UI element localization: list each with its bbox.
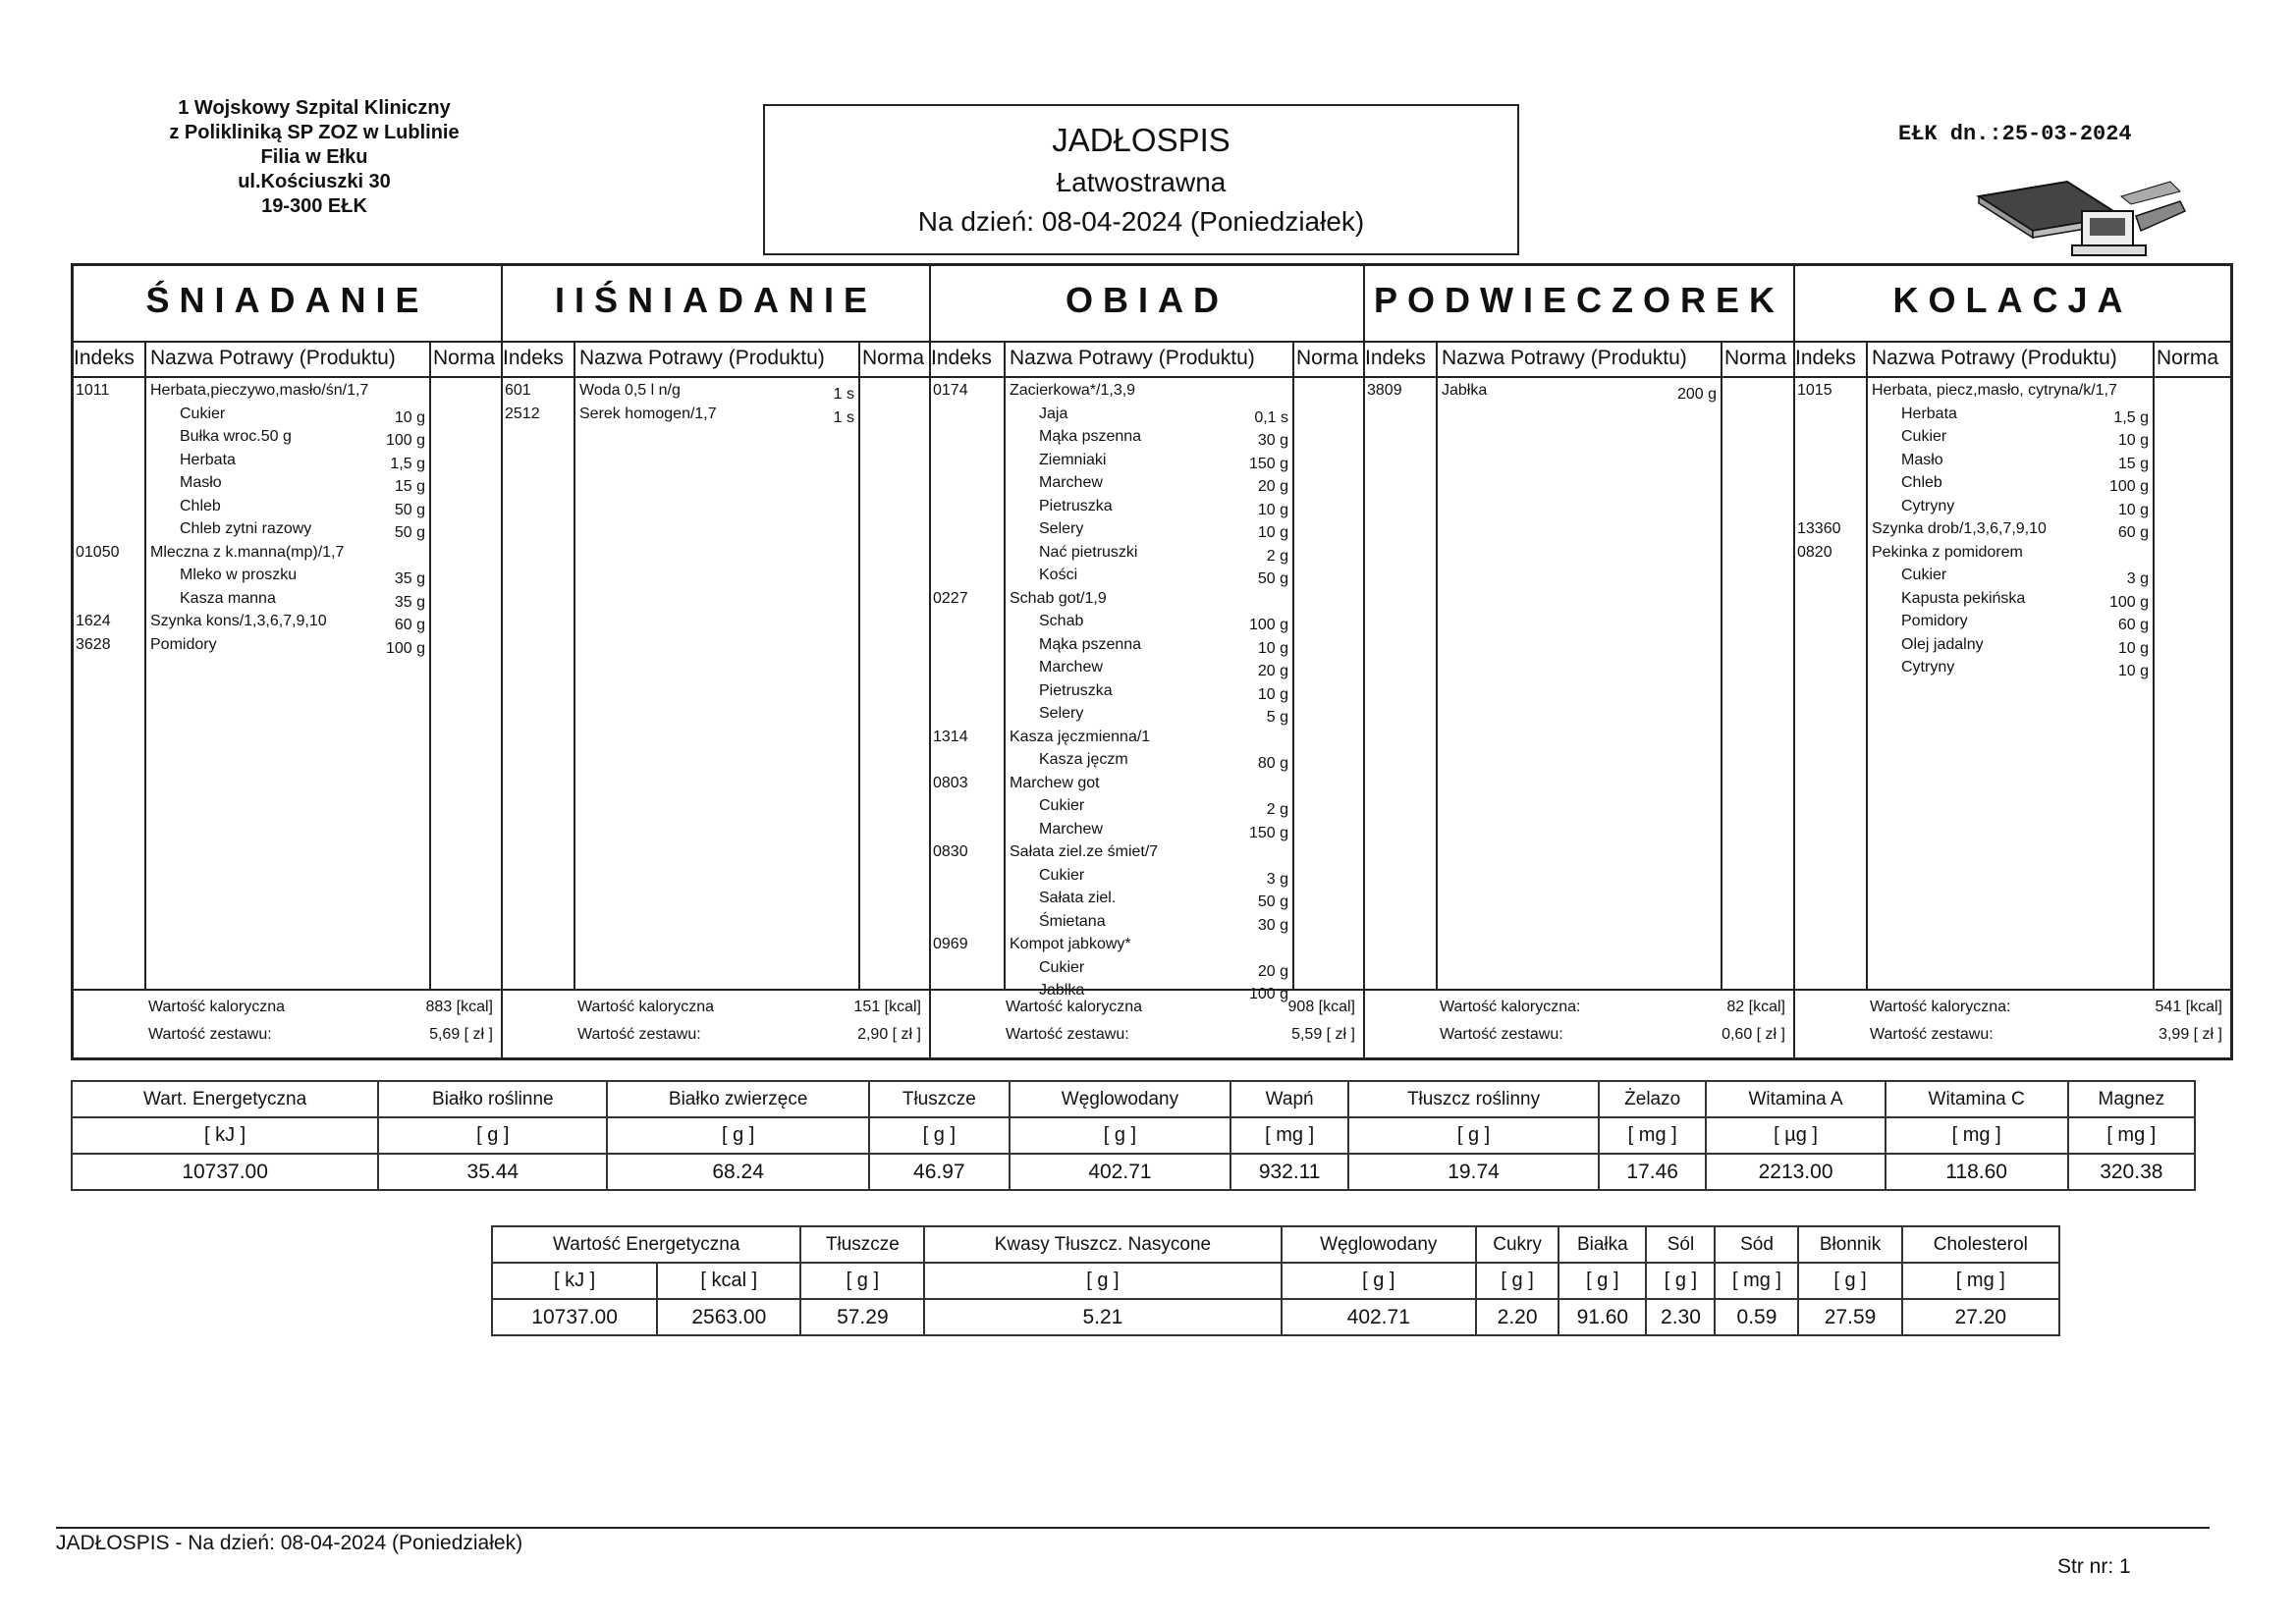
nutrition1-header-cell: Magnez bbox=[2068, 1081, 2195, 1117]
item-index: 1011 bbox=[76, 382, 110, 399]
dish-name: Kasza jęczmienna/1 bbox=[1010, 728, 1151, 745]
nutrition1-header-cell: Węglowodany bbox=[1010, 1081, 1230, 1117]
column-headers bbox=[74, 341, 501, 378]
nutrition2-unit-cell: [ kJ ] bbox=[492, 1263, 657, 1299]
item-index: 0969 bbox=[933, 936, 968, 952]
item-norm: 10 g bbox=[1257, 685, 1288, 703]
dish-name: Schab got/1,9 bbox=[1010, 589, 1107, 607]
column-divider bbox=[574, 341, 575, 991]
item-norm: 100 g bbox=[1248, 617, 1288, 633]
nutrition2-value-cell: 57.29 bbox=[800, 1299, 924, 1335]
item-norm: 50 g bbox=[394, 524, 425, 541]
dish-name: Pomidory bbox=[150, 635, 217, 653]
cost-value: 2,90 [ zł ] bbox=[857, 1026, 921, 1043]
item-norm: 50 g bbox=[394, 501, 425, 518]
dish-name: Zacierkowa*/1,3,9 bbox=[1010, 382, 1136, 399]
nutrition1-value-cell: 320.38 bbox=[2068, 1154, 2195, 1190]
hospital-line: 1 Wojskowy Szpital Kliniczny bbox=[178, 97, 451, 119]
nutrition2-unit-cell: [ mg ] bbox=[1715, 1263, 1798, 1299]
dish-name: Mleczna z k.manna(mp)/1,7 bbox=[150, 543, 345, 561]
ingredient-name: Cukier bbox=[1901, 428, 1947, 445]
cost-label: Wartość zestawu: bbox=[1440, 1026, 1563, 1043]
ingredient-name: Jabłka bbox=[1039, 982, 1085, 999]
item-norm: 20 g bbox=[1257, 663, 1288, 679]
item-norm: 60 g bbox=[394, 617, 425, 633]
item-norm: 10 g bbox=[2117, 663, 2149, 679]
calorie-value: 541 [kcal] bbox=[2155, 999, 2222, 1015]
header-norm: Norma bbox=[862, 347, 925, 369]
calorie-label: Wartość kaloryczna: bbox=[1870, 999, 2011, 1015]
ingredient-name: Olej jadalny bbox=[1901, 635, 1984, 653]
item-norm: 5 g bbox=[1266, 709, 1288, 726]
meal-summary bbox=[1365, 989, 1793, 1057]
hospital-line: ul.Kościuszki 30 bbox=[238, 171, 391, 192]
ingredient-name: Cukier bbox=[1039, 958, 1085, 976]
item-norm: 150 g bbox=[1248, 455, 1288, 472]
ingredient-name: Mąka pszenna bbox=[1039, 635, 1142, 653]
nutrition1-header-cell: Witamina C bbox=[1886, 1081, 2068, 1117]
item-norm: 35 g bbox=[394, 570, 425, 587]
calorie-label: Wartość kaloryczna bbox=[1006, 999, 1142, 1015]
nutrition2-unit-cell: [ g ] bbox=[1646, 1263, 1715, 1299]
footer-divider bbox=[56, 1527, 2210, 1529]
calorie-label: Wartość kaloryczna bbox=[148, 999, 285, 1015]
calorie-value: 82 [kcal] bbox=[1726, 999, 1785, 1015]
nutrition1-unit-cell: [ g ] bbox=[378, 1117, 607, 1154]
item-norm: 2 g bbox=[1266, 801, 1288, 818]
ingredient-name: Śmietana bbox=[1039, 912, 1106, 930]
ingredient-name: Selery bbox=[1039, 520, 1084, 537]
header-name: Nazwa Potrawy (Produktu) bbox=[150, 347, 396, 369]
item-norm: 20 g bbox=[1257, 962, 1288, 980]
header-norm: Norma bbox=[1724, 347, 1787, 369]
cost-value: 0,60 [ zł ] bbox=[1722, 1026, 1785, 1043]
nutrition2-header-cell: Sól bbox=[1646, 1226, 1715, 1263]
hospital-line: z Polikliniką SP ZOZ w Lublinie bbox=[169, 122, 460, 143]
nutrition1-value-cell: 10737.00 bbox=[72, 1154, 378, 1190]
ingredient-name: Cukier bbox=[1039, 797, 1085, 814]
ingredient-name: Mąka pszenna bbox=[1039, 428, 1142, 445]
ingredient-name: Cukier bbox=[1039, 866, 1085, 884]
dish-name: Szynka drob/1,3,6,7,9,10 bbox=[1872, 520, 2047, 537]
column-divider bbox=[1721, 341, 1722, 991]
item-index: 01050 bbox=[76, 543, 120, 561]
item-norm: 1 s bbox=[833, 386, 854, 403]
nutrition1-header-cell: Witamina A bbox=[1706, 1081, 1885, 1117]
column-divider bbox=[1866, 341, 1868, 991]
item-norm: 50 g bbox=[1257, 893, 1288, 910]
nutrition2-header-cell: Cukry bbox=[1476, 1226, 1558, 1263]
header-idx: Indeks bbox=[503, 347, 564, 369]
issue-date: EŁK dn.:25-03-2024 bbox=[1898, 122, 2132, 146]
item-norm: 60 g bbox=[2117, 524, 2149, 541]
ingredient-name: Pomidory bbox=[1901, 613, 1968, 629]
computer-with-book-icon bbox=[1974, 177, 2190, 265]
nutrition2-value-cell: 2.20 bbox=[1476, 1299, 1558, 1335]
column-headers bbox=[1365, 341, 1793, 378]
item-index: 13360 bbox=[1797, 520, 1841, 537]
item-norm: 10 g bbox=[2117, 501, 2149, 518]
ingredient-name: Cytryny bbox=[1901, 659, 1955, 676]
item-index: 0803 bbox=[933, 774, 968, 791]
ingredient-name: Schab bbox=[1039, 613, 1084, 629]
nutrition1-header-cell: Wart. Energetyczna bbox=[72, 1081, 378, 1117]
ingredient-name: Herbata bbox=[1901, 405, 1957, 422]
meal-summary bbox=[74, 989, 501, 1057]
column-divider bbox=[429, 341, 431, 991]
hospital-line: 19-300 EŁK bbox=[261, 195, 367, 217]
dish-name: Marchew got bbox=[1010, 774, 1100, 791]
dish-name: Pekinka z pomidorem bbox=[1872, 543, 2023, 561]
footer-text: JADŁOSPIS - Na dzień: 08-04-2024 (Poniedziałek) bbox=[56, 1532, 523, 1554]
nutrition2-value-cell: 27.20 bbox=[1902, 1299, 2059, 1335]
ingredient-name: Marchew bbox=[1039, 474, 1103, 491]
header-name: Nazwa Potrawy (Produktu) bbox=[1872, 347, 2117, 369]
cost-value: 5,69 [ zł ] bbox=[429, 1026, 493, 1043]
ingredient-name: Kapusta pekińska bbox=[1901, 589, 2026, 607]
dish-name: Herbata, piecz,masło, cytryna/k/1,7 bbox=[1872, 382, 2117, 399]
item-norm: 20 g bbox=[1257, 478, 1288, 495]
cost-value: 3,99 [ zł ] bbox=[2159, 1026, 2222, 1043]
menu-date: Na dzień: 08-04-2024 (Poniedziałek) bbox=[917, 206, 1365, 237]
meal-column bbox=[503, 266, 931, 1057]
cost-label: Wartość zestawu: bbox=[577, 1026, 701, 1043]
nutrition1-value-cell: 402.71 bbox=[1010, 1154, 1230, 1190]
item-norm: 35 g bbox=[394, 593, 425, 611]
item-norm: 80 g bbox=[1257, 755, 1288, 772]
item-index: 2512 bbox=[505, 405, 540, 422]
nutrition2-unit-cell: [ g ] bbox=[924, 1263, 1281, 1299]
nutrition1-unit-cell: [ mg ] bbox=[1886, 1117, 2068, 1154]
dish-name: Jabłka bbox=[1442, 382, 1488, 399]
ingredient-name: Cytryny bbox=[1901, 497, 1955, 514]
nutrition1-unit-cell: [ mg ] bbox=[1599, 1117, 1707, 1154]
nutrition1-header-cell: Wapń bbox=[1230, 1081, 1348, 1117]
nutrition1-unit-cell: [ g ] bbox=[869, 1117, 1010, 1154]
item-norm: 10 g bbox=[1257, 639, 1288, 657]
item-index: 3628 bbox=[76, 635, 111, 653]
ingredient-name: Selery bbox=[1039, 705, 1084, 722]
hospital-line: Filia w Ełku bbox=[260, 146, 368, 168]
item-norm: 100 g bbox=[1248, 986, 1288, 1002]
item-index: 1314 bbox=[933, 728, 968, 745]
header-norm: Norma bbox=[2157, 347, 2219, 369]
title-box bbox=[763, 104, 1519, 255]
nutrition1-value-cell: 68.24 bbox=[607, 1154, 868, 1190]
item-norm: 3 g bbox=[1266, 870, 1288, 888]
nutrition2-unit-cell: [ kcal ] bbox=[657, 1263, 800, 1299]
column-divider bbox=[1292, 341, 1294, 991]
nutrition1-unit-cell: [ mg ] bbox=[1230, 1117, 1348, 1154]
item-norm: 1 s bbox=[833, 408, 854, 426]
nutrition1-value-cell: 932.11 bbox=[1230, 1154, 1348, 1190]
item-index: 0174 bbox=[933, 382, 968, 399]
ingredient-name: Sałata ziel. bbox=[1039, 890, 1117, 906]
calorie-value: 883 [kcal] bbox=[425, 999, 493, 1015]
item-norm: 10 g bbox=[394, 408, 425, 426]
item-norm: 10 g bbox=[2117, 639, 2149, 657]
nutrition2-unit-cell: [ g ] bbox=[1798, 1263, 1901, 1299]
nutrition1-header-cell: Tłuszcze bbox=[869, 1081, 1010, 1117]
nutrition1-unit-cell: [ g ] bbox=[607, 1117, 868, 1154]
nutrition2-header-cell: Kwasy Tłuszcz. Nasycone bbox=[924, 1226, 1281, 1263]
header-idx: Indeks bbox=[1365, 347, 1426, 369]
item-norm: 1,5 g bbox=[390, 455, 425, 472]
column-headers bbox=[931, 341, 1363, 378]
nutrition1-header-cell: Żelazo bbox=[1599, 1081, 1707, 1117]
column-divider bbox=[144, 341, 146, 991]
item-norm: 100 g bbox=[385, 432, 425, 449]
item-index: 0227 bbox=[933, 589, 968, 607]
meal-column bbox=[1795, 266, 2230, 1057]
nutrition-table-2 bbox=[491, 1225, 2060, 1336]
item-norm: 10 g bbox=[2117, 432, 2149, 449]
column-divider bbox=[858, 341, 860, 991]
nutrition1-unit-cell: [ g ] bbox=[1348, 1117, 1599, 1154]
nutrition1-unit-cell: [ mg ] bbox=[2068, 1117, 2195, 1154]
cost-value: 5,59 [ zł ] bbox=[1291, 1026, 1355, 1043]
cost-label: Wartość zestawu: bbox=[148, 1026, 272, 1043]
header-idx: Indeks bbox=[1795, 347, 1856, 369]
hospital-address bbox=[108, 96, 520, 219]
cost-label: Wartość zestawu: bbox=[1870, 1026, 1994, 1043]
ingredient-name: Marchew bbox=[1039, 820, 1103, 838]
nutrition2-header-cell: Węglowodany bbox=[1282, 1226, 1476, 1263]
meal-summary bbox=[1795, 989, 2230, 1057]
item-norm: 100 g bbox=[2108, 478, 2149, 495]
calorie-value: 151 [kcal] bbox=[853, 999, 921, 1015]
nutrition1-value-cell: 118.60 bbox=[1886, 1154, 2068, 1190]
ingredient-name: Pietruszka bbox=[1039, 497, 1113, 514]
ingredient-name: Masło bbox=[1901, 451, 1943, 468]
column-headers bbox=[503, 341, 929, 378]
item-norm: 10 g bbox=[1257, 501, 1288, 518]
nutrition2-value-cell: 0.59 bbox=[1715, 1299, 1798, 1335]
nutrition2-unit-cell: [ g ] bbox=[800, 1263, 924, 1299]
ingredient-name: Herbata bbox=[180, 451, 236, 468]
nutrition2-header-cell: Sód bbox=[1715, 1226, 1798, 1263]
item-norm: 50 g bbox=[1257, 570, 1288, 587]
cost-label: Wartość zestawu: bbox=[1006, 1026, 1129, 1043]
item-index: 1624 bbox=[76, 613, 111, 629]
column-divider bbox=[1004, 341, 1006, 991]
header-name: Nazwa Potrawy (Produktu) bbox=[1010, 347, 1255, 369]
nutrition2-value-cell: 402.71 bbox=[1282, 1299, 1476, 1335]
ingredient-name: Kości bbox=[1039, 567, 1078, 583]
meal-column bbox=[931, 266, 1365, 1057]
nutrition2-value-cell: 27.59 bbox=[1798, 1299, 1901, 1335]
dish-name: Szynka kons/1,3,6,7,9,10 bbox=[150, 613, 327, 629]
nutrition1-unit-cell: [ kJ ] bbox=[72, 1117, 378, 1154]
nutrition1-header-cell: Tłuszcz roślinny bbox=[1348, 1081, 1599, 1117]
ingredient-name: Chleb bbox=[1901, 474, 1942, 491]
calorie-value: 908 [kcal] bbox=[1287, 999, 1355, 1015]
nutrition1-header-cell: Białko roślinne bbox=[378, 1081, 607, 1117]
ingredient-name: Bułka wroc.50 g bbox=[180, 428, 292, 445]
item-norm: 1,5 g bbox=[2113, 408, 2149, 426]
ingredient-name: Ziemniaki bbox=[1039, 451, 1107, 468]
page-title: JADŁOSPIS bbox=[1052, 122, 1230, 158]
nutrition2-header-cell: Cholesterol bbox=[1902, 1226, 2059, 1263]
item-norm: 0,1 s bbox=[1254, 408, 1288, 426]
column-divider bbox=[1436, 341, 1438, 991]
ingredient-name: Masło bbox=[180, 474, 222, 491]
item-index: 0830 bbox=[933, 843, 968, 860]
nutrition-table-1 bbox=[71, 1080, 2196, 1191]
nutrition2-unit-cell: [ g ] bbox=[1282, 1263, 1476, 1299]
ingredient-name: Kasza manna bbox=[180, 589, 276, 607]
menu-grid bbox=[71, 263, 2233, 1060]
header-norm: Norma bbox=[1296, 347, 1359, 369]
nutrition1-value-cell: 2213.00 bbox=[1706, 1154, 1885, 1190]
item-index: 3809 bbox=[1367, 382, 1402, 399]
item-index: 0820 bbox=[1797, 543, 1832, 561]
item-index: 601 bbox=[505, 382, 531, 399]
item-index: 1015 bbox=[1797, 382, 1832, 399]
item-norm: 15 g bbox=[2117, 455, 2149, 472]
ingredient-name: Jaja bbox=[1039, 405, 1068, 422]
nutrition2-value-cell: 5.21 bbox=[924, 1299, 1281, 1335]
item-norm: 2 g bbox=[1266, 547, 1288, 565]
nutrition1-value-cell: 46.97 bbox=[869, 1154, 1010, 1190]
item-norm: 3 g bbox=[2126, 570, 2149, 587]
dish-name: Serek homogen/1,7 bbox=[579, 405, 717, 422]
item-norm: 100 g bbox=[385, 639, 425, 657]
meal-title: OBIAD bbox=[1066, 280, 1229, 320]
meal-title: IIŚNIADANIE bbox=[554, 280, 878, 320]
ingredient-name: Cukier bbox=[1901, 567, 1947, 583]
item-norm: 10 g bbox=[1257, 524, 1288, 541]
meal-title: KOLACJA bbox=[1892, 280, 2133, 320]
item-norm: 150 g bbox=[1248, 824, 1288, 841]
nutrition1-unit-cell: [ g ] bbox=[1010, 1117, 1230, 1154]
nutrition2-header-cell: Białka bbox=[1558, 1226, 1646, 1263]
nutrition1-value-cell: 19.74 bbox=[1348, 1154, 1599, 1190]
ingredient-name: Cukier bbox=[180, 405, 226, 422]
item-norm: 15 g bbox=[394, 478, 425, 495]
ingredient-name: Kasza jęczm bbox=[1039, 751, 1128, 768]
nutrition2-unit-cell: [ mg ] bbox=[1902, 1263, 2059, 1299]
nutrition2-header-cell: Tłuszcze bbox=[800, 1226, 924, 1263]
nutrition2-value-cell: 10737.00 bbox=[492, 1299, 657, 1335]
meal-column bbox=[74, 266, 503, 1057]
nutrition2-energy-header: Wartość Energetyczna bbox=[492, 1226, 800, 1263]
nutrition1-value-cell: 17.46 bbox=[1599, 1154, 1707, 1190]
nutrition2-value-cell: 2.30 bbox=[1646, 1299, 1715, 1335]
header-idx: Indeks bbox=[931, 347, 992, 369]
dish-name: Sałata ziel.ze śmiet/7 bbox=[1010, 843, 1159, 860]
calorie-label: Wartość kaloryczna: bbox=[1440, 999, 1581, 1015]
item-norm: 30 g bbox=[1257, 916, 1288, 934]
item-norm: 200 g bbox=[1676, 386, 1717, 403]
header-name: Nazwa Potrawy (Produktu) bbox=[579, 347, 825, 369]
nutrition2-value-cell: 91.60 bbox=[1558, 1299, 1646, 1335]
header-name: Nazwa Potrawy (Produktu) bbox=[1442, 347, 1687, 369]
meal-title: ŚNIADANIE bbox=[145, 280, 429, 320]
ingredient-name: Pietruszka bbox=[1039, 681, 1113, 699]
ingredient-name: Nać pietruszki bbox=[1039, 543, 1138, 561]
diet-name: Łatwostrawna bbox=[1056, 167, 1227, 197]
calorie-label: Wartość kaloryczna bbox=[577, 999, 714, 1015]
ingredient-name: Marchew bbox=[1039, 659, 1103, 676]
item-norm: 100 g bbox=[2108, 593, 2149, 611]
meal-title: PODWIECZOREK bbox=[1373, 280, 1784, 320]
item-norm: 30 g bbox=[1257, 432, 1288, 449]
nutrition1-unit-cell: [ µg ] bbox=[1706, 1117, 1885, 1154]
column-headers bbox=[1795, 341, 2230, 378]
meal-summary bbox=[931, 989, 1363, 1057]
nutrition2-value-cell: 2563.00 bbox=[657, 1299, 800, 1335]
nutrition1-header-cell: Białko zwierzęce bbox=[607, 1081, 868, 1117]
dish-name: Woda 0,5 l n/g bbox=[579, 382, 681, 399]
nutrition2-header-cell: Błonnik bbox=[1798, 1226, 1901, 1263]
header-idx: Indeks bbox=[74, 347, 135, 369]
page-number: Str nr: 1 bbox=[2057, 1555, 2131, 1578]
nutrition2-unit-cell: [ g ] bbox=[1558, 1263, 1646, 1299]
item-norm: 60 g bbox=[2117, 617, 2149, 633]
dish-name: Herbata,pieczywo,masło/śn/1,7 bbox=[150, 382, 369, 399]
nutrition1-value-cell: 35.44 bbox=[378, 1154, 607, 1190]
header-norm: Norma bbox=[433, 347, 496, 369]
ingredient-name: Chleb zytni razowy bbox=[180, 520, 312, 537]
nutrition2-unit-cell: [ g ] bbox=[1476, 1263, 1558, 1299]
dish-name: Kompot jabkowy* bbox=[1010, 936, 1131, 952]
ingredient-name: Mleko w proszku bbox=[180, 567, 298, 583]
ingredient-name: Chleb bbox=[180, 497, 221, 514]
column-divider bbox=[2153, 341, 2155, 991]
meal-summary bbox=[503, 989, 929, 1057]
meal-column bbox=[1365, 266, 1795, 1057]
